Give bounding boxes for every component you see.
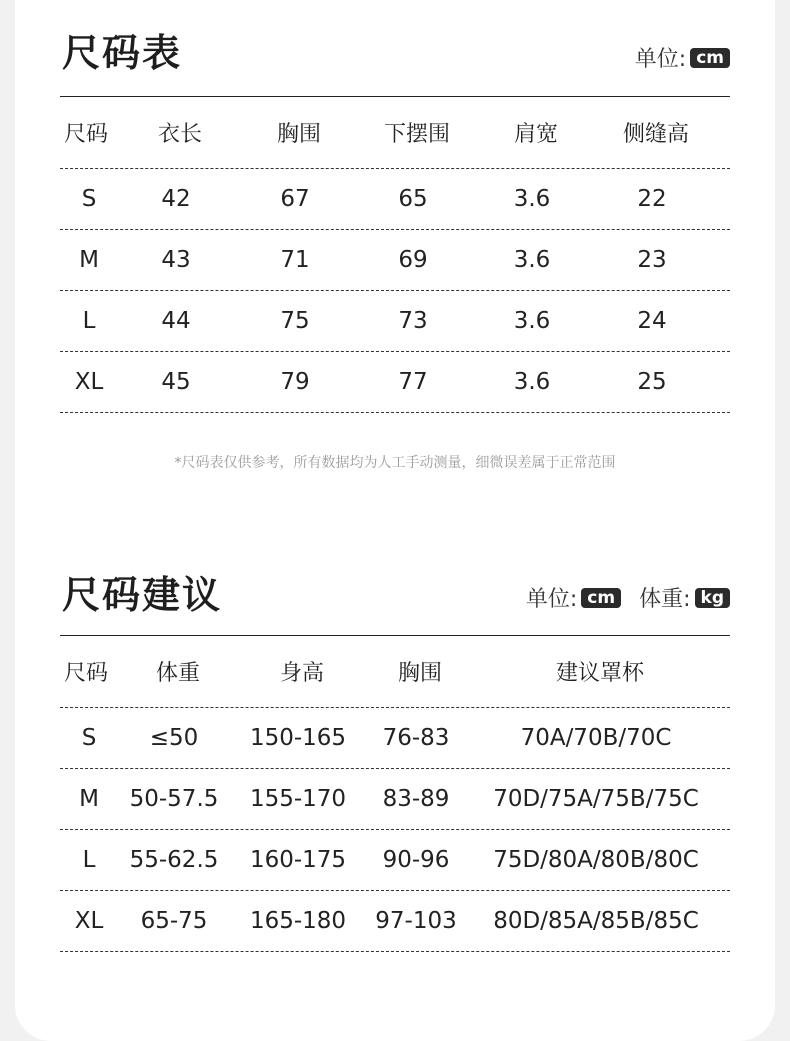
table-cell: L xyxy=(82,847,96,873)
table-cell: 55-62.5 xyxy=(129,847,219,873)
table-row xyxy=(60,830,730,891)
table-cell: 43 xyxy=(161,247,191,273)
table-row xyxy=(60,769,730,830)
header-cell: 下摆围 xyxy=(383,122,450,147)
table-cell: 155-170 xyxy=(249,786,347,812)
table-row xyxy=(60,352,730,413)
header-cell: 尺码 xyxy=(64,661,109,686)
table-cell: 3.6 xyxy=(513,308,551,334)
size-advice-units xyxy=(526,582,730,613)
unit-label: 单位: xyxy=(634,47,687,72)
size-table-unit xyxy=(635,42,730,73)
table-cell: S xyxy=(81,186,97,212)
table-cell: 65-75 xyxy=(140,908,208,934)
header-cell: 体重 xyxy=(155,661,200,686)
table-cell: 70A/70B/70C xyxy=(520,725,672,751)
header-cell: 肩宽 xyxy=(513,122,558,147)
table-cell: 76-83 xyxy=(382,725,450,751)
unit-badge: cm xyxy=(690,48,730,68)
table-cell: S xyxy=(81,725,97,751)
header-cell: 衣长 xyxy=(157,122,202,147)
header-cell: 胸围 xyxy=(397,661,442,686)
table-cell: 23 xyxy=(637,247,667,273)
table-row xyxy=(60,891,730,952)
unit-badge: cm xyxy=(581,588,621,608)
table-row xyxy=(60,230,730,291)
table-cell: 65 xyxy=(398,186,428,212)
header-cell: 尺码 xyxy=(64,122,109,147)
table-cell: 67 xyxy=(280,186,310,212)
header-cell: 侧缝高 xyxy=(622,122,689,147)
table-cell: 25 xyxy=(637,369,667,395)
table-cell: 3.6 xyxy=(513,369,551,395)
table-cell: 160-175 xyxy=(249,847,347,873)
table-cell: XL xyxy=(74,369,104,395)
table-cell: 97-103 xyxy=(375,908,457,934)
table-cell: 24 xyxy=(637,308,667,334)
unit-label: 单位: xyxy=(525,587,578,612)
table-cell: L xyxy=(82,308,96,334)
table-cell: 22 xyxy=(637,186,667,212)
table-cell: 73 xyxy=(398,308,428,334)
table-cell: 69 xyxy=(398,247,428,273)
table-row xyxy=(60,708,730,769)
header-cell: 胸围 xyxy=(276,122,321,147)
table-cell: 71 xyxy=(280,247,310,273)
table-cell: 3.6 xyxy=(513,247,551,273)
size-table-title: 尺码表 xyxy=(62,31,183,75)
table-cell: M xyxy=(79,786,99,812)
table-cell: 83-89 xyxy=(382,786,450,812)
table-cell: ≤50 xyxy=(149,725,199,751)
table-row xyxy=(60,291,730,352)
table-cell: 70D/75A/75B/75C xyxy=(493,786,699,812)
table-cell: 75 xyxy=(280,308,310,334)
table-cell: 165-180 xyxy=(249,908,347,934)
table-cell: 77 xyxy=(398,369,428,395)
size-table xyxy=(60,96,730,413)
disclaimer-note: *尺码表仅供参考，所有数据均为人工手动测量，细微误差属于正常范围 xyxy=(174,455,616,471)
size-advice-title: 尺码建议 xyxy=(62,573,223,617)
table-cell: XL xyxy=(74,908,104,934)
table-cell: 79 xyxy=(280,369,310,395)
weight-label: 体重: xyxy=(639,587,691,612)
size-advice-table xyxy=(60,635,730,952)
table-cell: M xyxy=(79,247,99,273)
content-card xyxy=(15,0,775,1041)
header-cell: 身高 xyxy=(279,661,324,686)
table-cell: 75D/80A/80B/80C xyxy=(493,847,699,873)
weight-badge: kg xyxy=(695,588,730,608)
table-row xyxy=(60,169,730,230)
table-header-row xyxy=(60,635,730,708)
table-cell: 3.6 xyxy=(513,186,551,212)
table-header-row xyxy=(60,96,730,169)
table-cell: 80D/85A/85B/85C xyxy=(493,908,699,934)
table-cell: 150-165 xyxy=(249,725,347,751)
table-cell: 42 xyxy=(161,186,191,212)
table-cell: 44 xyxy=(161,308,191,334)
header-cell: 建议罩杯 xyxy=(555,661,644,686)
table-cell: 50-57.5 xyxy=(129,786,219,812)
table-cell: 45 xyxy=(161,369,191,395)
table-cell: 90-96 xyxy=(382,847,450,873)
